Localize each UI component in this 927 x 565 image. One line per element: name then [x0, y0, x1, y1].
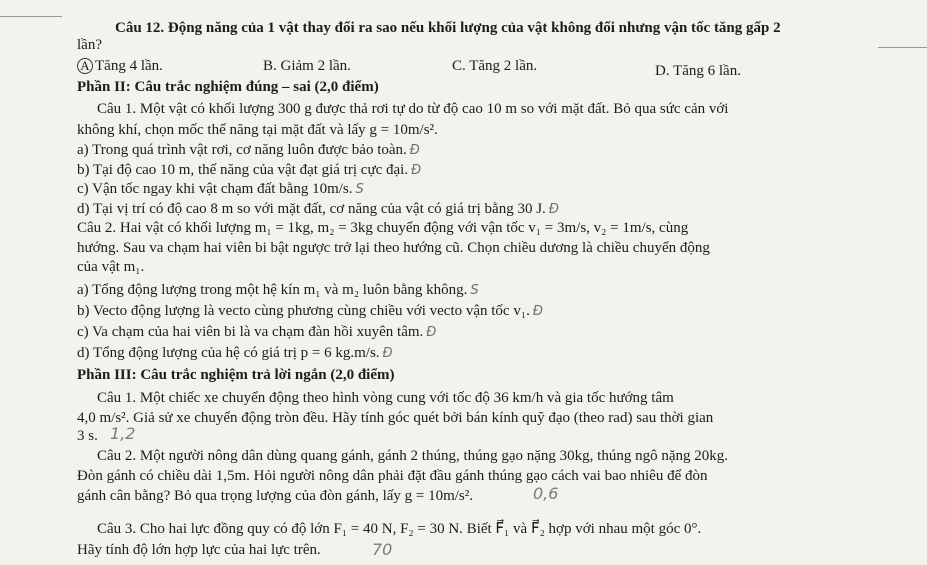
- handwritten-answer: 70: [372, 540, 393, 559]
- part2-c1-d: d) Tại vị trí có độ cao 8 m so với mặt đất, cơ năng của vật có giá trị bằng 30 J. Đ: [77, 201, 559, 217]
- part3-c1-line2: 4,0 m/s². Giả sử xe chuyển động tròn đều. Hãy tính góc quét bởi bán kính quỹ đạo (theo rad) sau thời gian: [77, 410, 714, 426]
- handwritten-mark: Đ: [426, 325, 437, 340]
- handwritten-mark: Đ: [382, 346, 393, 361]
- part3-c2-line3: gánh cân bằng? Bỏ qua trọng lượng của đòn gánh, lấy g = 10m/s².: [77, 488, 474, 504]
- q12-line2: lần?: [77, 37, 102, 53]
- part3-c2-line1: Câu 2. Một người nông dân dùng quang gánh, gánh 2 thúng, thúng gạo nặng 30kg, thúng ngô nặng 20kg.: [97, 448, 729, 464]
- handwritten-mark: Đ: [411, 163, 422, 178]
- part2-c1-c: c) Vận tốc ngay khi vật chạm đất bằng 10m/s. S: [77, 181, 364, 197]
- part3-c2-line2: Đòn gánh có chiều dài 1,5m. Hỏi người nông dân phải đặt đầu gánh thúng gạo cách vai bao nhiêu để đòn: [77, 468, 708, 484]
- top-left-rule: [0, 16, 62, 17]
- part2-c2-line1: Câu 2. Hai vật có khối lượng m₁ = 1kg, m₂ = 3kg chuyển động với vận tốc v₁ = 3m/s, v₂ = 1m/s, cùng: [77, 220, 689, 236]
- part2-c2-d: d) Tổng động lượng của hệ có giá trị p = 6 kg.m/s. Đ: [77, 345, 393, 361]
- part3-c1-line3: 3 s.: [77, 428, 98, 444]
- part3-c1-line1: Câu 1. Một chiếc xe chuyển động theo hình vòng cung với tốc độ 36 km/h và gia tốc hướng tâm: [97, 390, 674, 406]
- part3-title: Phần III: Câu trắc nghiệm trả lời ngắn (2,0 điểm): [77, 367, 395, 383]
- handwritten-mark: S: [355, 182, 364, 197]
- right-rule: [878, 47, 927, 48]
- q12-option-b: B. Giảm 2 lần.: [263, 58, 351, 74]
- handwritten-mark: Đ: [548, 202, 559, 217]
- part2-c2-line3: của vật m₁.: [77, 259, 145, 275]
- part3-c3-line1: Câu 3. Cho hai lực đồng quy có độ lớn F₁ = 40 N, F₂ = 30 N. Biết F⃗₁ và F⃗₂ hợp với nhau một góc 0°.: [97, 521, 702, 537]
- part2-c1-line1: Câu 1. Một vật có khối lượng 300 g được thả rơi tự do từ độ cao 10 m so với mặt đất. Bỏ qua sức cản với: [97, 101, 729, 117]
- q12-option-c: C. Tăng 2 lần.: [452, 58, 538, 74]
- part2-c2-b: b) Vecto động lượng là vecto cùng phương cùng chiều với vecto vận tốc v₁. Đ: [77, 303, 543, 319]
- part2-c2-c: c) Va chạm của hai viên bi là va chạm đàn hồi xuyên tâm. Đ: [77, 324, 437, 340]
- part2-title: Phần II: Câu trắc nghiệm đúng – sai (2,0 điểm): [77, 79, 379, 95]
- handwritten-mark: Đ: [532, 304, 543, 319]
- handwritten-mark: Đ: [409, 143, 420, 158]
- part3-c3-line2: Hãy tính độ lớn hợp lực của hai lực trên.: [77, 542, 321, 558]
- handwritten-answer: 1,2: [110, 424, 136, 443]
- handwritten-mark: S: [470, 283, 479, 298]
- q12-option-a: A Tăng 4 lần.: [77, 57, 163, 75]
- part2-c2-a: a) Tổng động lượng trong một hệ kín m₁ và m₂ luôn bằng không. S: [77, 282, 479, 298]
- option-a-circle: A: [77, 58, 93, 74]
- part2-c1-line2: không khí, chọn mốc thế năng tại mặt đất và lấy g = 10m/s².: [77, 122, 438, 138]
- handwritten-answer: 0,6: [533, 484, 559, 503]
- q12-line1: Câu 12. Động năng của 1 vật thay đổi ra sao nếu khối lượng của vật không đổi nhưng vận tốc tăng gấp 2: [115, 20, 781, 36]
- part2-c1-a: a) Trong quá trình vật rơi, cơ năng luôn được bảo toàn. Đ: [77, 142, 420, 158]
- part2-c2-line2: hướng. Sau va chạm hai viên bi bật ngược trở lại theo hướng cũ. Chọn chiều dương là chiều chuyển động: [77, 240, 710, 256]
- part2-c1-b: b) Tại độ cao 10 m, thế năng của vật đạt giá trị cực đại. Đ: [77, 162, 422, 178]
- q12-option-d: D. Tăng 6 lần.: [655, 63, 741, 79]
